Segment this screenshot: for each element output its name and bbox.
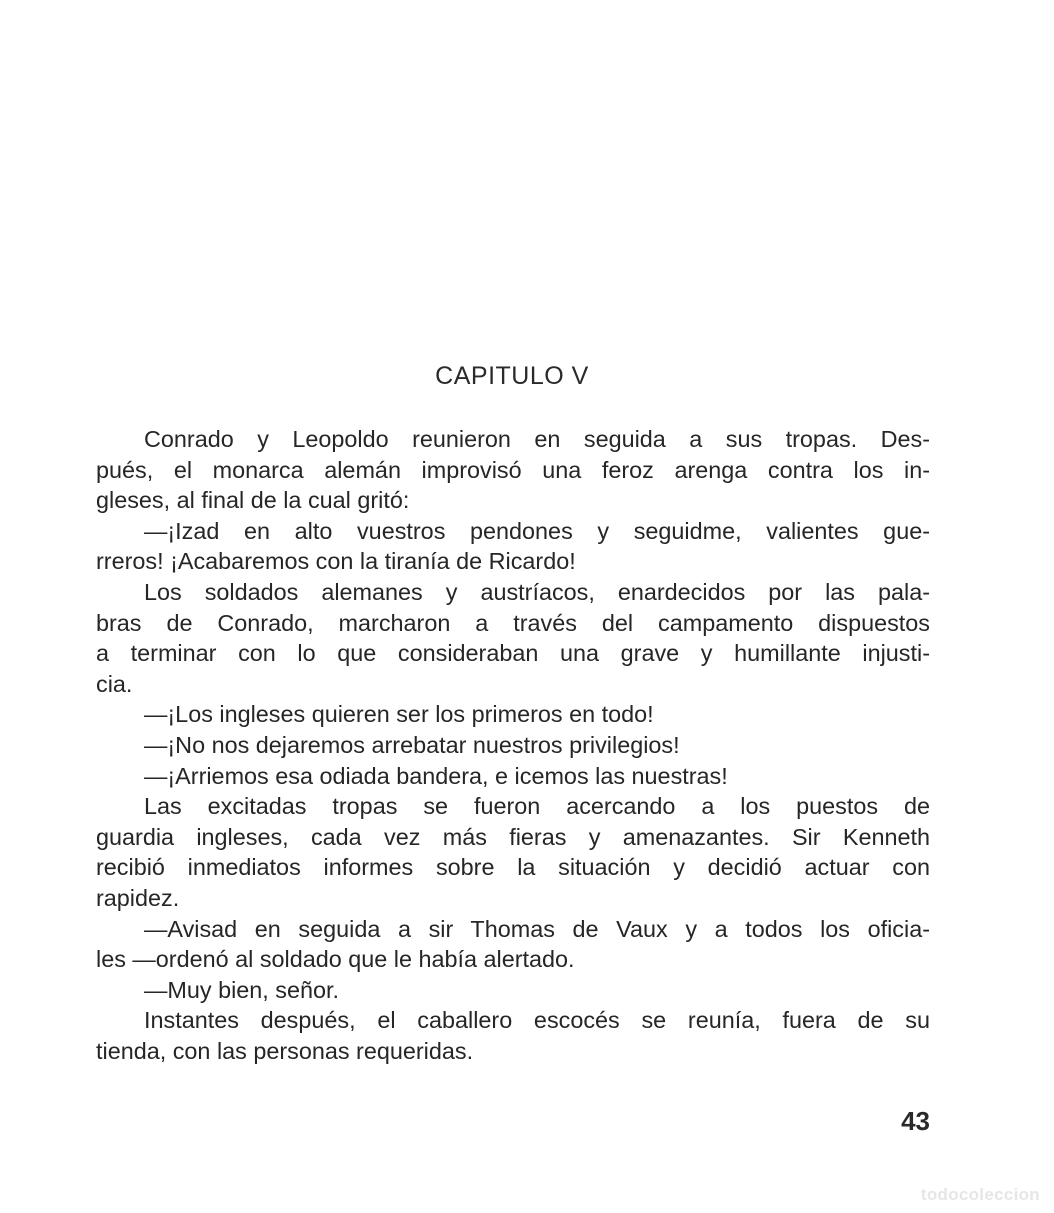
text-line: a terminar con lo que consideraban una grave y humillante injusti- <box>96 640 930 667</box>
text-line: —Muy bien, señor. <box>144 976 340 1003</box>
text-line: rapidez. <box>96 884 180 911</box>
text-line: Conrado y Leopoldo reunieron en seguida a sus tropas. Des- <box>144 426 930 452</box>
text-line: —¡Izad en alto vuestros pendones y seguidme, valientes gue- <box>144 517 930 544</box>
text-line: Las excitadas tropas se fueron acercando a los puestos de <box>144 793 930 820</box>
text-line: rreros! ¡Acabaremos con la tiranía de Ricardo! <box>96 548 576 575</box>
text-line: Los soldados alemanes y austríacos, enardecidos por las pala- <box>144 578 930 605</box>
text-line: Instantes después, el caballero escocés se reunía, fuera de su <box>144 1007 930 1034</box>
text-line: guardia ingleses, cada vez más fieras y amenazantes. Sir Kenneth <box>96 823 930 850</box>
page-number: 43 <box>901 1106 930 1136</box>
text-line: —Avisad en seguida a sir Thomas de Vaux y a todos los oficia- <box>144 915 930 942</box>
text-line: bras de Conrado, marcharon a través del campamento dispuestos <box>96 609 930 636</box>
text-line: —¡Arriemos esa odiada bandera, e icemos las nuestras! <box>144 762 728 789</box>
text-line: gleses, al final de la cual gritó: <box>96 487 410 514</box>
watermark: todocoleccion <box>920 1185 1040 1204</box>
text-line: tienda, con las personas requeridas. <box>96 1037 474 1064</box>
text-line: —¡Los ingleses quieren ser los primeros en todo! <box>144 701 654 728</box>
text-line: recibió inmediatos informes sobre la situación y decidió actuar con <box>96 854 930 881</box>
body-text <box>96 424 930 1066</box>
text-line: les —ordenó al soldado que le había alertado. <box>96 946 575 973</box>
chapter-title: CAPITULO V <box>435 362 589 390</box>
text-line: cia. <box>96 670 133 697</box>
text-line: —¡No nos dejaremos arrebatar nuestros privilegios! <box>144 731 680 758</box>
text-line: pués, el monarca alemán improvisó una feroz arenga contra los in- <box>96 456 930 483</box>
